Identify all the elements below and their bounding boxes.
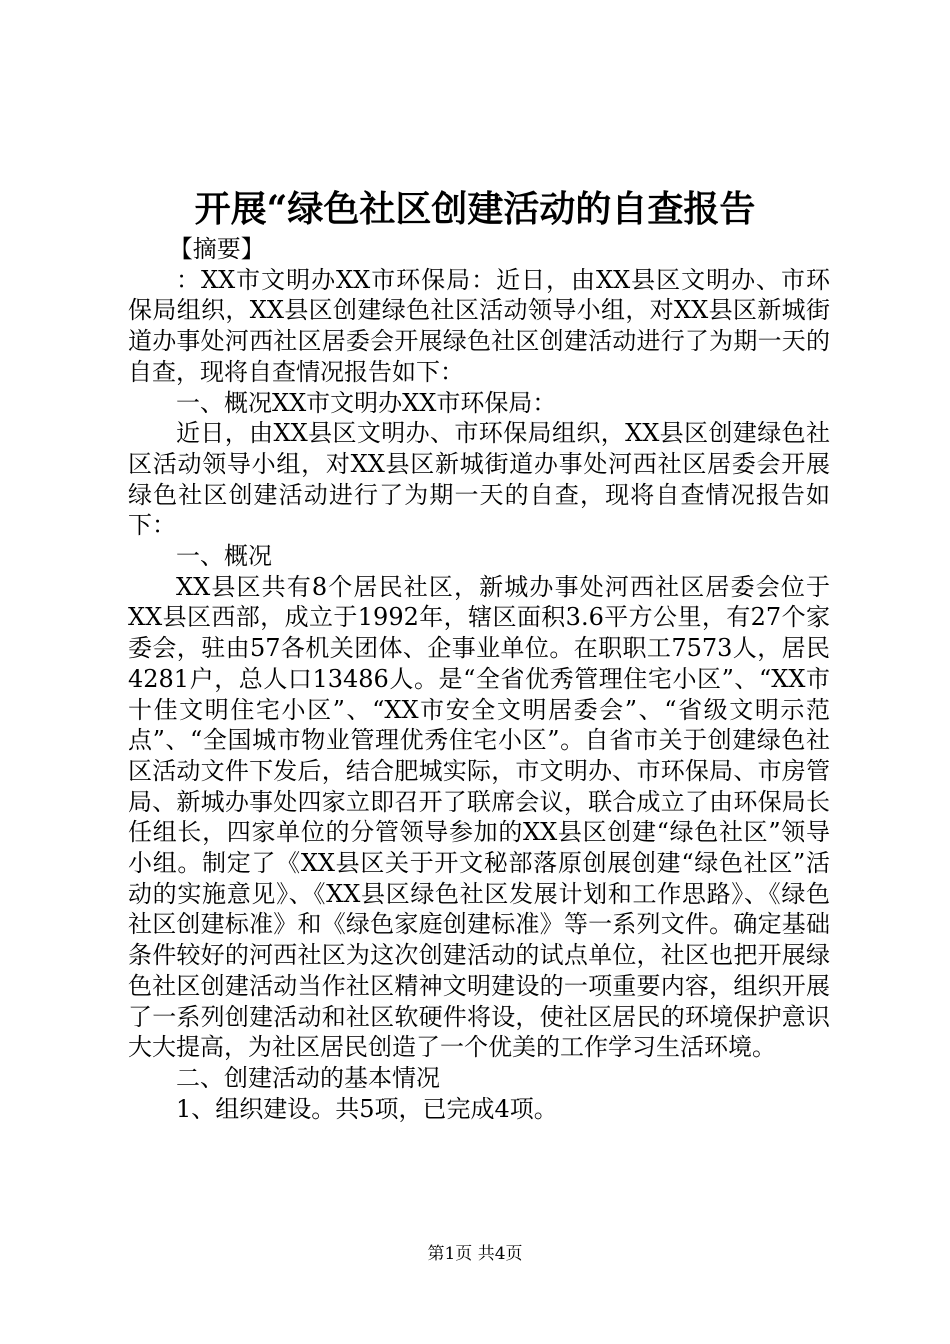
paragraph-intro: ：XX市文明办XX市环保局：近日，由XX县区文明办、市环保局组织，XX县区创建绿色社区活动领导小组，对XX县区新城街道办事处河西社区居委会开展绿色社区创建活动进行了为期一天的自查，现将自查情况报告如下： [128, 265, 830, 386]
page-footer: 第1页 共4页 [427, 1244, 523, 1264]
paragraph-overview: XX县区共有8个居民社区，新城办事处河西社区居委会位于XX县区西部，成立于1992年，辖区面积3.6平方公里，有27个家委会，驻由57各机关团体、企事业单位。在职职工7573人，居民4281户，总人口13486人。是“全省优秀管理住宅小区”、“XX市十佳文明住宅小区”、“XX市安全文明居委会”、“省级文明示范点”、“全国城市物业管理优秀住宅小区”。自省市关于创建绿色社区活动文件下发后，结合肥城实际，市文明办、市环保局、市房管局、新城办事处四家立即召开了联席会议，联合成立了由环保局长任组长，四家单位的分管领导参加的XX县区创建“绿色社区”领导小组。制定了《XX县区关于开文秘部落原创展创建“绿色社区”活动的实施意见》、《XX县区绿色社区发展计划和工作思路》、《绿色社区创建标准》和《绿色家庭创建标准》等一系列文件。确定基础条件较好的河西社区为这次创建活动的试点单位，社区也把开展绿色社区创建活动当作社区精神文明建设的一项重要内容，组织开展了一系列创建活动和社区软硬件将设，使社区居民的环境保护意识大大提高，为社区居民创造了一个优美的工作学习生活环境。 [128, 572, 830, 1062]
document-title: 开展“绿色社区创建活动的自查报告 [194, 188, 756, 230]
paragraph-organization: 1、组织建设。共5项，已完成4项。 [176, 1094, 558, 1123]
abstract-heading: 【摘要】 [168, 235, 265, 263]
section-heading-overview-addressee: 一、概况XX市文明办XX市环保局： [176, 388, 557, 417]
paragraph-intro-repeat: 近日，由XX县区文明办、市环保局组织，XX县区创建绿色社区活动领导小组，对XX县区新城街道办事处河西社区居委会开展绿色社区创建活动进行了为期一天的自查，现将自查情况报告如下： [128, 419, 830, 540]
section-heading-basic-situation: 二、创建活动的基本情况 [176, 1063, 440, 1092]
section-heading-overview: 一、概况 [176, 542, 272, 571]
document-body [128, 234, 830, 1124]
